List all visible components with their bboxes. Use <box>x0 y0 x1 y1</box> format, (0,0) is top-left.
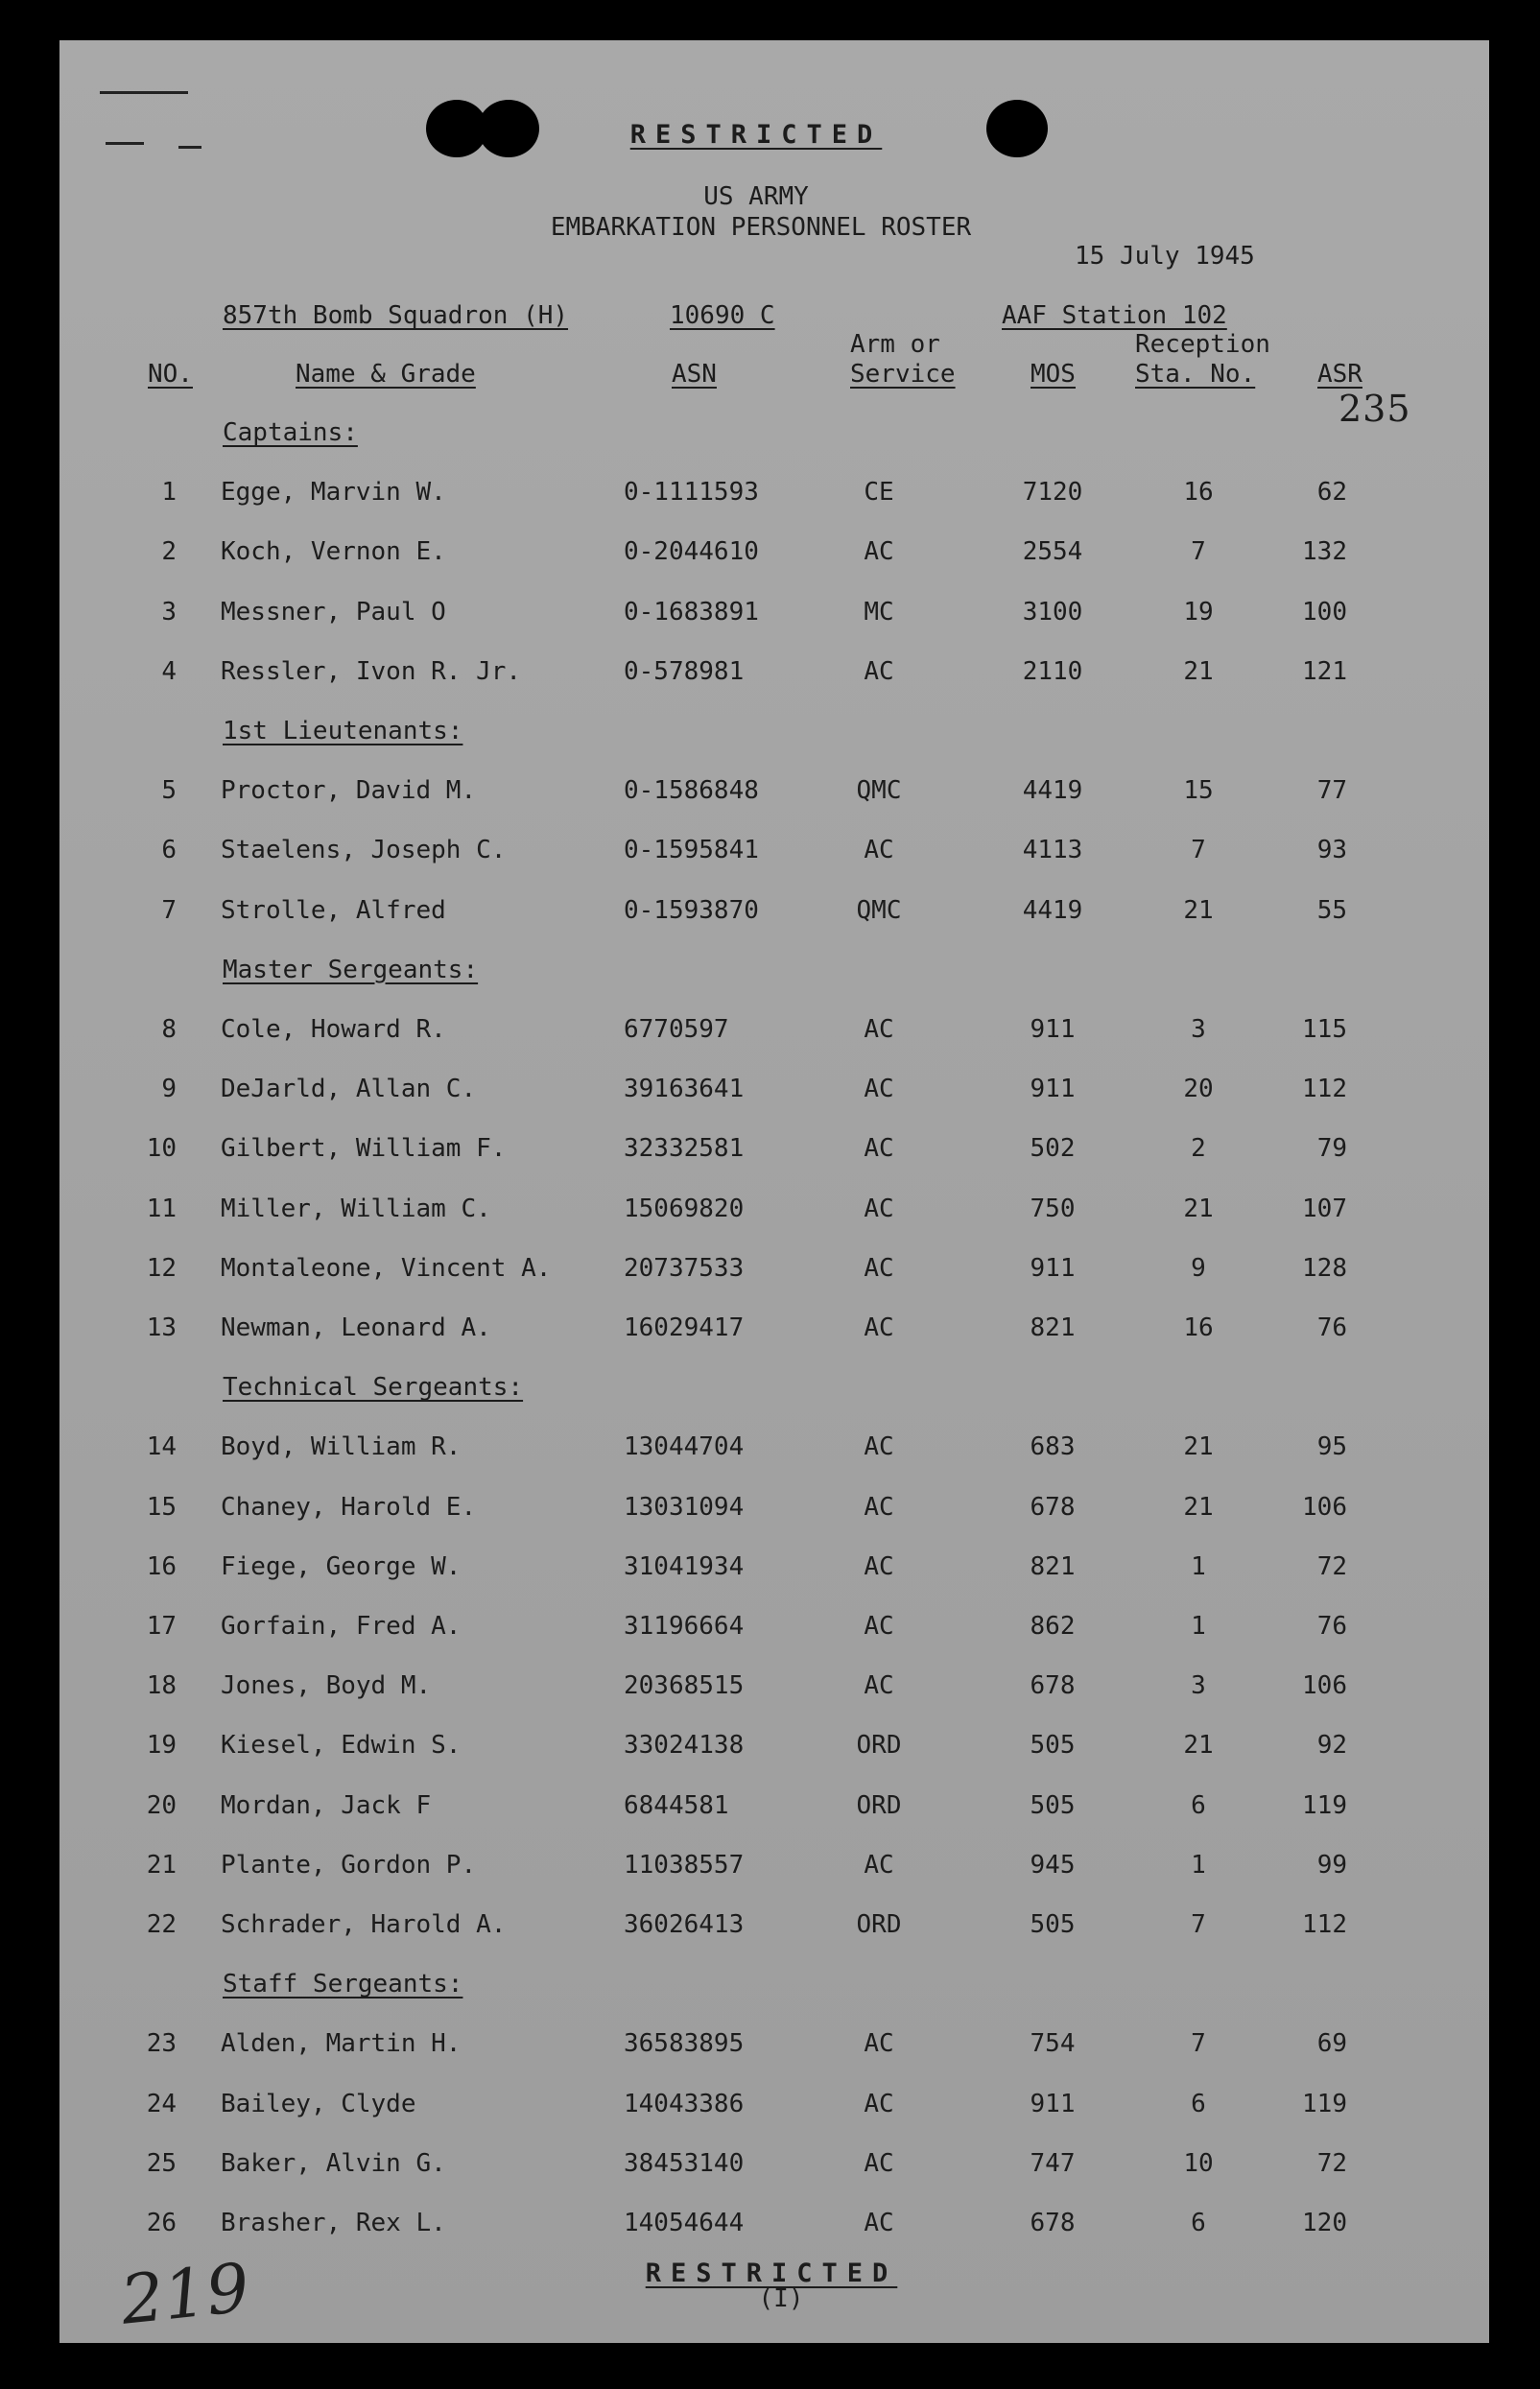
row-name-grade: Fiege, George W. <box>221 1551 462 1581</box>
row-number: 23 <box>146 2029 177 2059</box>
row-reception-sta: 15 <box>1183 776 1214 806</box>
row-asn: 6844581 <box>624 1790 729 1820</box>
row-name-grade: Jones, Boyd M. <box>221 1671 432 1701</box>
col-header-mos: MOS <box>1031 360 1076 389</box>
margin-mark <box>106 142 144 145</box>
row-asn: 14054644 <box>624 2209 745 2237</box>
row-mos: 2110 <box>1022 656 1083 686</box>
row-mos: 4113 <box>1022 836 1083 865</box>
row-mos: 911 <box>1030 1075 1076 1104</box>
row-reception-sta: 20 <box>1183 1075 1214 1104</box>
row-asn: 36583895 <box>624 2029 745 2059</box>
row-number: 25 <box>146 2148 177 2178</box>
row-asr: 107 <box>1302 1194 1347 1223</box>
row-arm-service: AC <box>864 2089 894 2118</box>
row-asr: 120 <box>1302 2209 1347 2237</box>
row-asn: 0-1593870 <box>624 895 759 925</box>
row-name-grade: Mordan, Jack F <box>221 1790 432 1820</box>
row-asr: 92 <box>1316 1731 1347 1761</box>
row-name-grade: Plante, Gordon P. <box>221 1850 477 1880</box>
row-name-grade: Baker, Alvin G. <box>221 2148 446 2178</box>
row-number: 26 <box>146 2209 177 2237</box>
row-asr: 95 <box>1316 1432 1347 1462</box>
row-arm-service: AC <box>864 2148 894 2178</box>
col-header-no: NO. <box>148 360 193 389</box>
row-mos: 678 <box>1030 1671 1076 1701</box>
row-asr: 112 <box>1302 1075 1347 1104</box>
row-number: 20 <box>146 1790 177 1820</box>
row-mos: 502 <box>1030 1134 1076 1164</box>
row-arm-service: QMC <box>856 895 902 925</box>
page-stamp-number: 235 <box>1339 388 1411 430</box>
handwritten-number: 219 <box>117 2248 253 2340</box>
punch-hole-left-2 <box>478 100 539 157</box>
row-number: 6 <box>161 836 177 865</box>
row-reception-sta: 3 <box>1191 1015 1206 1044</box>
row-name-grade: Montaleone, Vincent A. <box>221 1253 552 1283</box>
row-asr: 77 <box>1316 776 1347 806</box>
row-asr: 79 <box>1316 1134 1347 1164</box>
row-arm-service: AC <box>864 2029 894 2059</box>
row-arm-service: AC <box>864 1432 894 1462</box>
row-asr: 121 <box>1302 656 1347 686</box>
row-arm-service: AC <box>864 1075 894 1104</box>
row-asn: 15069820 <box>624 1194 745 1223</box>
row-mos: 505 <box>1030 1910 1076 1939</box>
row-asr: 55 <box>1316 895 1347 925</box>
row-number: 10 <box>146 1134 177 1164</box>
row-name-grade: Alden, Martin H. <box>221 2029 462 2059</box>
row-asr: 100 <box>1302 597 1347 627</box>
row-name-grade: DeJarld, Allan C. <box>221 1075 477 1104</box>
row-asn: 14043386 <box>624 2089 745 2118</box>
row-asn: 11038557 <box>624 1850 745 1880</box>
row-asn: 20737533 <box>624 1253 745 1283</box>
row-arm-service: AC <box>864 1313 894 1342</box>
row-reception-sta: 3 <box>1191 1671 1206 1701</box>
row-mos: 945 <box>1030 1850 1076 1880</box>
row-name-grade: Cole, Howard R. <box>221 1015 446 1044</box>
row-asn: 20368515 <box>624 1671 745 1701</box>
row-mos: 747 <box>1030 2148 1076 2178</box>
row-asn: 13044704 <box>624 1432 745 1462</box>
row-asr: 119 <box>1302 1790 1347 1820</box>
row-number: 14 <box>146 1432 177 1462</box>
row-asr: 76 <box>1316 1313 1347 1342</box>
row-arm-service: AC <box>864 537 894 567</box>
row-number: 18 <box>146 1671 177 1701</box>
row-reception-sta: 21 <box>1183 1432 1214 1462</box>
row-arm-service: AC <box>864 2209 894 2237</box>
row-reception-sta: 7 <box>1191 1910 1206 1939</box>
row-number: 11 <box>146 1194 177 1223</box>
row-mos: 911 <box>1030 1253 1076 1283</box>
row-reception-sta: 7 <box>1191 2029 1206 2059</box>
row-mos: 821 <box>1030 1313 1076 1342</box>
row-asn: 0-578981 <box>624 656 745 686</box>
row-name-grade: Koch, Vernon E. <box>221 537 446 567</box>
row-number: 17 <box>146 1612 177 1641</box>
row-arm-service: ORD <box>856 1790 902 1820</box>
row-reception-sta: 7 <box>1191 537 1206 567</box>
row-mos: 4419 <box>1022 776 1083 806</box>
row-arm-service: AC <box>864 1492 894 1522</box>
row-asn: 6770597 <box>624 1015 729 1044</box>
row-number: 12 <box>146 1253 177 1283</box>
row-reception-sta: 6 <box>1191 2209 1206 2237</box>
row-asr: 93 <box>1316 836 1347 865</box>
row-asr: 69 <box>1316 2029 1347 2059</box>
row-mos: 4419 <box>1022 895 1083 925</box>
row-asr: 62 <box>1316 478 1347 508</box>
row-reception-sta: 6 <box>1191 1790 1206 1820</box>
row-asn: 0-1683891 <box>624 597 759 627</box>
row-asr: 99 <box>1316 1850 1347 1880</box>
row-number: 8 <box>161 1015 177 1044</box>
row-number: 4 <box>161 656 177 686</box>
row-number: 2 <box>161 537 177 567</box>
row-asn: 0-1586848 <box>624 776 759 806</box>
row-mos: 911 <box>1030 2089 1076 2118</box>
row-reception-sta: 16 <box>1183 1313 1214 1342</box>
row-mos: 7120 <box>1022 478 1083 508</box>
row-arm-service: AC <box>864 1671 894 1701</box>
row-name-grade: Miller, William C. <box>221 1194 491 1223</box>
row-asn: 13031094 <box>624 1492 745 1522</box>
row-name-grade: Kiesel, Edwin S. <box>221 1731 462 1761</box>
row-number: 13 <box>146 1313 177 1342</box>
row-asr: 72 <box>1316 2148 1347 2178</box>
row-name-grade: Newman, Leonard A. <box>221 1313 491 1342</box>
row-name-grade: Gilbert, William F. <box>221 1134 507 1164</box>
roster-date: 15 July 1945 <box>1075 242 1255 271</box>
row-asr: 76 <box>1316 1612 1347 1641</box>
row-name-grade: Strolle, Alfred <box>221 895 446 925</box>
row-number: 7 <box>161 895 177 925</box>
restricted-header: RESTRICTED <box>629 120 883 150</box>
col-header-asr: ASR <box>1317 360 1362 389</box>
row-mos: 2554 <box>1022 537 1083 567</box>
row-name-grade: Gorfain, Fred A. <box>221 1612 462 1641</box>
row-arm-service: ORD <box>856 1910 902 1939</box>
row-arm-service: ORD <box>856 1731 902 1761</box>
row-number: 9 <box>161 1075 177 1104</box>
row-asr: 132 <box>1302 537 1347 567</box>
section-title: Technical Sergeants: <box>223 1373 524 1403</box>
section-title: Staff Sergeants: <box>223 1970 463 1999</box>
row-name-grade: Boyd, William R. <box>221 1432 462 1462</box>
row-number: 3 <box>161 597 177 627</box>
row-reception-sta: 2 <box>1191 1134 1206 1164</box>
row-asr: 72 <box>1316 1551 1347 1581</box>
punch-hole-right <box>986 100 1048 157</box>
row-arm-service: AC <box>864 836 894 865</box>
row-number: 24 <box>146 2089 177 2118</box>
row-number: 19 <box>146 1731 177 1761</box>
row-mos: 911 <box>1030 1015 1076 1044</box>
row-reception-sta: 6 <box>1191 2089 1206 2118</box>
roster-title: EMBARKATION PERSONNEL ROSTER <box>550 213 972 242</box>
row-mos: 754 <box>1030 2029 1076 2059</box>
row-asr: 128 <box>1302 1253 1347 1283</box>
page-number: (I) <box>758 2284 804 2313</box>
row-mos: 821 <box>1030 1551 1076 1581</box>
row-asr: 106 <box>1302 1492 1347 1522</box>
col-header-reception-1: Reception <box>1135 330 1270 359</box>
row-arm-service: AC <box>864 656 894 686</box>
row-mos: 505 <box>1030 1790 1076 1820</box>
row-name-grade: Staelens, Joseph C. <box>221 836 507 865</box>
row-reception-sta: 21 <box>1183 656 1214 686</box>
row-mos: 678 <box>1030 2209 1076 2237</box>
col-header-asn: ASN <box>672 360 717 389</box>
row-arm-service: AC <box>864 1612 894 1641</box>
row-arm-service: AC <box>864 1551 894 1581</box>
section-title: 1st Lieutenants: <box>223 717 463 745</box>
col-header-name: Name & Grade <box>296 360 476 389</box>
row-arm-service: QMC <box>856 776 902 806</box>
row-reception-sta: 10 <box>1183 2148 1214 2178</box>
row-mos: 678 <box>1030 1492 1076 1522</box>
row-arm-service: AC <box>864 1850 894 1880</box>
row-asr: 112 <box>1302 1910 1347 1939</box>
row-name-grade: Ressler, Ivon R. Jr. <box>221 656 522 686</box>
row-asn: 32332581 <box>624 1134 745 1164</box>
row-name-grade: Brasher, Rex L. <box>221 2209 446 2237</box>
row-number: 1 <box>161 478 177 508</box>
row-number: 15 <box>146 1492 177 1522</box>
row-name-grade: Egge, Marvin W. <box>221 478 446 508</box>
row-reception-sta: 21 <box>1183 895 1214 925</box>
row-asn: 0-1595841 <box>624 836 759 865</box>
row-reception-sta: 19 <box>1183 597 1214 627</box>
row-asn: 0-2044610 <box>624 537 759 567</box>
row-mos: 505 <box>1030 1731 1076 1761</box>
row-asn: 38453140 <box>624 2148 745 2178</box>
station-name: AAF Station 102 <box>1002 301 1227 330</box>
section-title: Captains: <box>223 418 358 447</box>
row-asn: 36026413 <box>624 1910 745 1939</box>
row-reception-sta: 16 <box>1183 478 1214 508</box>
margin-mark <box>100 91 188 94</box>
row-number: 21 <box>146 1850 177 1880</box>
row-asn: 16029417 <box>624 1313 745 1342</box>
row-asn: 31041934 <box>624 1551 745 1581</box>
section-title: Master Sergeants: <box>223 955 479 984</box>
row-reception-sta: 1 <box>1191 1612 1206 1641</box>
row-arm-service: CE <box>864 478 894 508</box>
row-asr: 106 <box>1302 1671 1347 1701</box>
row-number: 5 <box>161 776 177 806</box>
row-reception-sta: 9 <box>1191 1253 1206 1283</box>
row-name-grade: Chaney, Harold E. <box>221 1492 477 1522</box>
row-reception-sta: 7 <box>1191 836 1206 865</box>
row-asn: 33024138 <box>624 1731 745 1761</box>
row-mos: 683 <box>1030 1432 1076 1462</box>
row-mos: 3100 <box>1022 597 1083 627</box>
row-name-grade: Schrader, Harold A. <box>221 1910 507 1939</box>
row-asn: 31196664 <box>624 1612 745 1641</box>
col-header-arm-2: Service <box>850 360 956 389</box>
row-asr: 119 <box>1302 2089 1347 2118</box>
unit-code: 10690 C <box>670 301 775 330</box>
row-arm-service: AC <box>864 1253 894 1283</box>
row-mos: 862 <box>1030 1612 1076 1641</box>
col-header-arm-1: Arm or <box>850 330 940 359</box>
row-mos: 750 <box>1030 1194 1076 1223</box>
row-reception-sta: 21 <box>1183 1194 1214 1223</box>
restricted-footer: RESTRICTED <box>645 2259 898 2288</box>
row-name-grade: Proctor, David M. <box>221 776 477 806</box>
row-arm-service: AC <box>864 1015 894 1044</box>
col-header-reception-2: Sta. No. <box>1135 360 1256 389</box>
row-arm-service: AC <box>864 1194 894 1223</box>
row-number: 16 <box>146 1551 177 1581</box>
row-arm-service: AC <box>864 1134 894 1164</box>
org-title: US ARMY <box>703 182 809 211</box>
row-name-grade: Messner, Paul O <box>221 597 446 627</box>
row-reception-sta: 21 <box>1183 1731 1214 1761</box>
row-asn: 39163641 <box>624 1075 745 1104</box>
row-asn: 0-1111593 <box>624 478 759 508</box>
row-reception-sta: 21 <box>1183 1492 1214 1522</box>
margin-mark <box>178 146 201 149</box>
row-name-grade: Bailey, Clyde <box>221 2089 416 2118</box>
unit-name: 857th Bomb Squadron (H) <box>223 301 569 330</box>
row-reception-sta: 1 <box>1191 1850 1206 1880</box>
row-asr: 115 <box>1302 1015 1347 1044</box>
row-number: 22 <box>146 1910 177 1939</box>
row-reception-sta: 1 <box>1191 1551 1206 1581</box>
row-arm-service: MC <box>864 597 894 627</box>
